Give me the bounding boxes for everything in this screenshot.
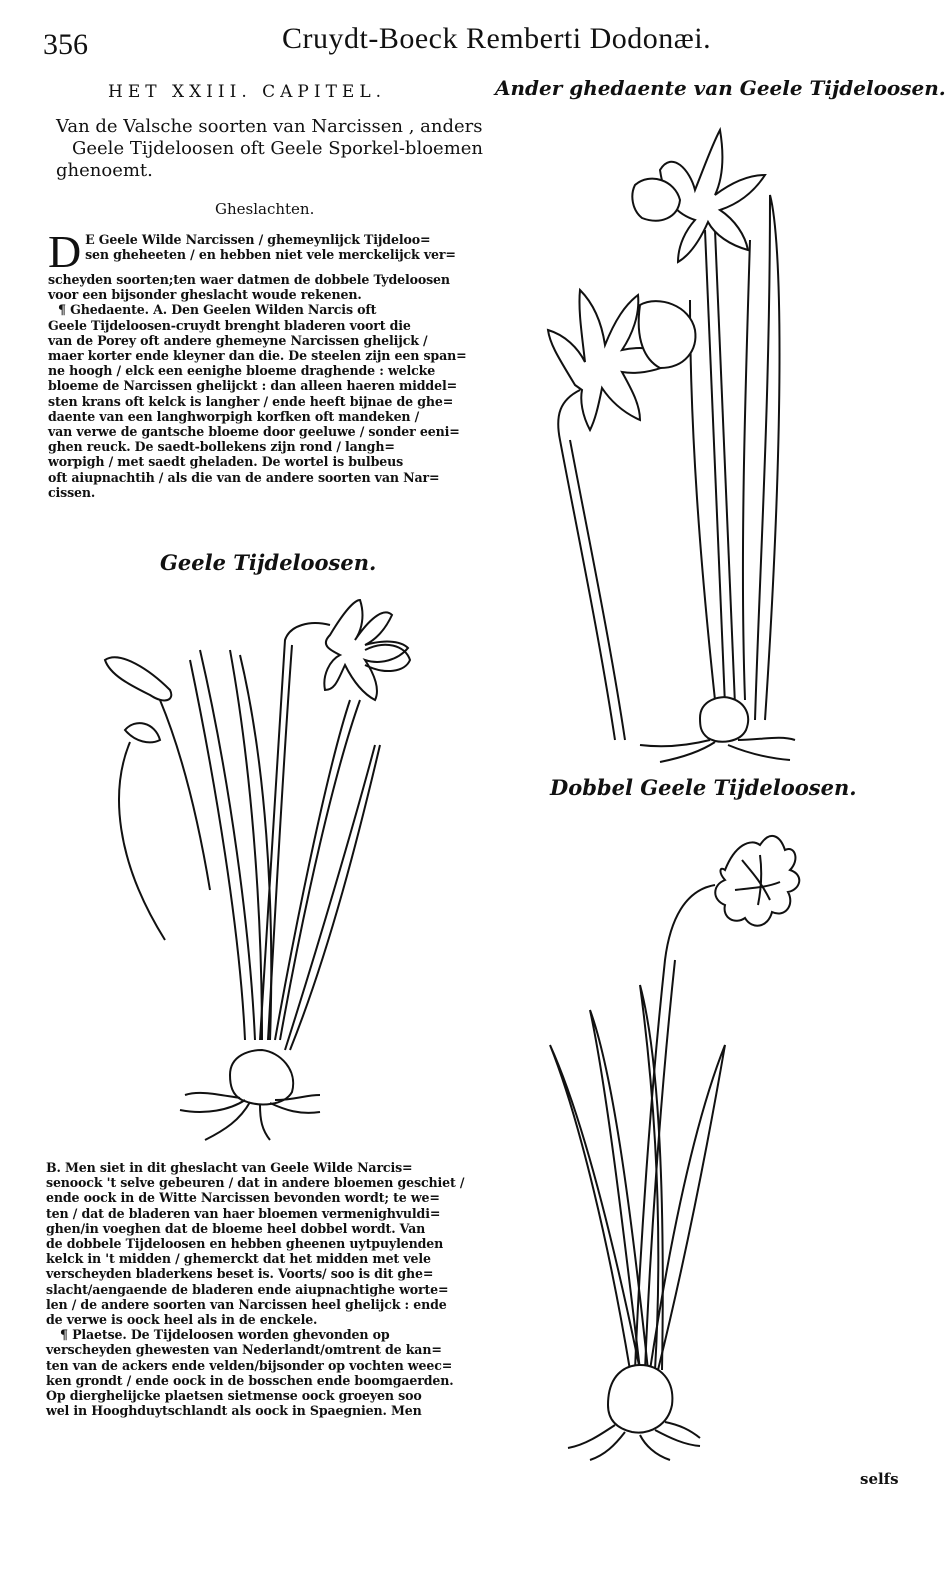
text-line: ten van de ackers ende velden/bijsonder op vochten weec= — [46, 1357, 453, 1373]
text-line: van verwe de gantsche bloeme door geeluwe / sonder eeni= — [48, 424, 460, 440]
page-number: 356 — [43, 28, 88, 61]
text-line: senoock 't selve gebeuren / dat in andere bloemen geschiet / — [46, 1175, 465, 1191]
text-line: E Geele Wilde Narcissen / ghemeynlijck Tijdeloo= — [85, 232, 431, 247]
text-line: len / de andere soorten van Narcissen heel ghelijck : ende — [46, 1296, 447, 1312]
text-line: ende oock in de Witte Narcissen bevonden wordt; te we= — [46, 1190, 440, 1206]
text-line: de dobbele Tijdeloosen en hebben gheenen uytpuylenden — [46, 1236, 444, 1252]
chapter-title-line: ghenoemt. — [56, 160, 153, 181]
text-line: verscheyden bladerkens beset is. Voorts/ soo is dit ghe= — [46, 1266, 434, 1282]
section-heading-kinds: Gheslachten. — [215, 200, 315, 218]
text-line: ¶ Plaetse. De Tijdeloosen worden ghevonden op — [60, 1327, 390, 1343]
chapter-heading: HET XXIII. CAPITEL. — [108, 82, 387, 102]
figure-caption-geele-tijdeloosen: Geele Tijdeloosen. — [160, 550, 377, 575]
text-line: de verwe is oock heel als in de enckele. — [46, 1312, 318, 1328]
paragraph-variant-and-place — [46, 1160, 471, 1418]
text-line: ne hoogh / elck een eenighe bloeme draghende : welcke — [48, 363, 436, 379]
text-line: worpigh / met saedt gheladen. De wortel is bulbeus — [48, 454, 404, 470]
text-line: voor een bijsonder gheslacht woude rekenen. — [48, 287, 362, 303]
text-line: B. Men siet in dit gheslacht van Geele Wilde Narcis= — [46, 1160, 413, 1175]
text-line: maer korter ende kleyner dan die. De steelen zijn een span= — [48, 348, 467, 364]
running-head: Cruydt-Boeck Remberti Dodonæi. — [282, 22, 712, 55]
text-line: Geele Tijdeloosen-cruydt brenght bladeren voort die — [48, 317, 411, 333]
text-line: wel in Hooghduytschlandt als oock in Spaegnien. Men — [46, 1403, 422, 1419]
chapter-title-line: Van de Valsche soorten van Narcissen , anders — [56, 116, 483, 137]
text-line: ghen/in voeghen dat de bloeme heel dobbel wordt. Van — [46, 1220, 426, 1236]
text-line: ghen reuck. De saedt-bollekens zijn rond / langh= — [48, 439, 395, 455]
chapter-title-line: Geele Tijdeloosen oft Geele Sporkel-bloemen — [72, 138, 484, 159]
text-line: verscheyden ghewesten van Nederlandt/omtrent de kan= — [46, 1342, 442, 1358]
text-line: ¶ Ghedaente. A. Den Geelen Wilden Narcis oft — [58, 302, 377, 318]
text-line: sten krans oft kelck is langher / ende heeft bijnae de ghe= — [48, 393, 454, 409]
text-line: oft aiupnachtih / als die van de andere soorten van Nar= — [48, 469, 440, 485]
catchword: selfs — [860, 1470, 899, 1488]
text-line: cissen. — [48, 484, 96, 500]
drop-cap: D — [48, 226, 82, 277]
text-line: scheyden soorten;ten waer datmen de dobbele Tydeloosen — [48, 272, 450, 287]
text-line: ken grondt / ende oock in de bosschen ende boomgaerden. — [46, 1372, 454, 1388]
text-line: bloeme de Narcissen ghelijckt : dan alleen haeren middel= — [48, 378, 457, 394]
figure-caption-dobbel: Dobbel Geele Tijdeloosen. — [550, 775, 857, 800]
text-line: kelck in 't midden / ghemerckt dat het midden met vele — [46, 1251, 431, 1267]
text-line: Op dierghelijcke plaetsen sietmense oock groeyen soo — [46, 1388, 422, 1404]
text-line: slacht/aengaende de bladeren ende aiupnachtighe worte= — [46, 1281, 449, 1297]
text-line: daente van een langhworpigh korfken oft mandeken / — [48, 408, 420, 424]
text-line: ten / dat de bladeren van haer bloemen vermenighvuldi= — [46, 1205, 441, 1221]
text-line: van de Porey oft andere ghemeyne Narcissen ghelijck / — [48, 332, 428, 348]
text-line: sen gheheeten / en hebben niet vele merckelijck ver= — [85, 247, 456, 263]
figure-caption-ander-ghedaente: Ander ghedaente van Geele Tijdeloosen. — [495, 76, 946, 100]
